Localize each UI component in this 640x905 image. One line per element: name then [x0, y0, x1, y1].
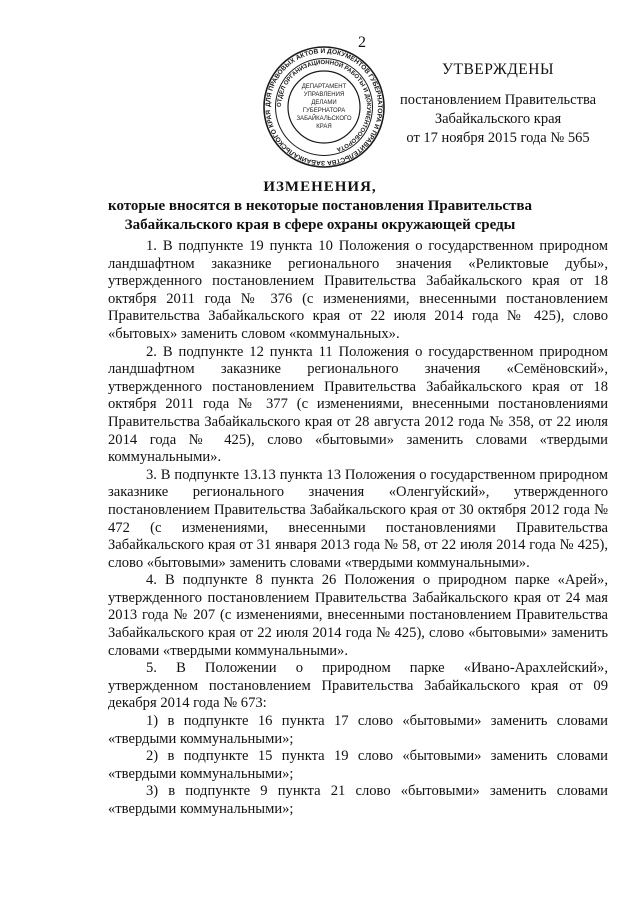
svg-text:ОТДЕЛ ОРГАНИЗАЦИОННОЙ РАБОТЫ И — [277, 60, 371, 152]
stamp-center-line: УПРАВЛЕНИЯ — [303, 92, 345, 98]
stamp-center-line: КРАЯ — [316, 124, 332, 130]
stamp-center-line: ДЕПАРТАМЕНТ — [301, 84, 347, 90]
heading-line: которые вносятся в некоторые постановления Правительства — [108, 198, 532, 214]
heading-title: ИЗМЕНЕНИЯ, — [263, 179, 377, 195]
paragraph: 2. В подпункте 12 пункта 11 Положения о государственном природном ландшафтном заказнике регионального значения «Семёновский», утвержденного постановлением Правительства Забайкальского края от 18 октября 2011 года № 377 (с изменениями, внесенными постановлениями Правительства Забайкальского края от 28 августа 2012 года № 358, от 22 июля 2014 года № 425), слово «бытовыми» заменить словами «твердыми коммунальными». — [108, 343, 608, 466]
paragraph: 4. В подпункте 8 пункта 26 Положения о природном парке «Арей», утвержденного постановлением Правительства Забайкальского края от 24 мая 2013 года № 207 (с изменениями, внесенными постановлением Правительства Забайкальского края от 22 июля 2014 года № 425), слово «бытовыми» заменить словами «твердыми коммунальными». — [108, 572, 608, 659]
document-body — [108, 238, 608, 819]
paragraph: 3. В подпункте 13.13 пункта 13 Положения о государственном природном заказнике регионального значения «Оленгуйский», утвержденного постановлением Правительства Забайкальского края от 30 октября 2012 года № 472 (с изменениями, внесенными постановлениями Правительства Забайкальского края от 31 января 2013 года № 58, от 22 июля 2014 года № 425), слово «бытовыми» заменить словами «твердыми коммунальными». — [108, 466, 608, 571]
stamp-center-line: ЗАБАЙКАЛЬСКОГО — [296, 116, 352, 122]
paragraph: 5. В Положении о природном парке «Ивано-Арахлейский», утвержденном постановлением Правительства Забайкальского края от 09 декабря 2014 года № 673: — [108, 660, 608, 712]
stamp-center-line: ГУБЕРНАТОРА — [302, 108, 346, 114]
approval-block — [368, 60, 628, 148]
stamp-center-line: ДЕЛАМИ — [311, 100, 337, 106]
paragraph: 1) в подпункте 16 пункта 17 слово «бытовыми» заменить словами «твердыми коммунальными»; — [108, 713, 608, 747]
approval-line: постановлением Правительства — [399, 92, 597, 108]
approval-line: Забайкальского края — [434, 111, 562, 127]
stamp-outer-text: ДЛЯ ПРАВОВЫХ АКТОВ И ДОКУМЕНТОВ ГУБЕРНАТОРА И ПРАВИТЕЛЬСТВА ЗАБАЙКАЛЬСКОГО КРАЯ — [264, 47, 384, 167]
heading-line: Забайкальского края в сфере охраны окружающей среды — [124, 217, 516, 233]
document-heading — [100, 178, 540, 235]
paragraph: 2) в подпункте 15 пункта 19 слово «бытовыми» заменить словами «твердыми коммунальными»; — [108, 748, 608, 782]
approved-title: УТВЕРЖДЕНЫ — [442, 61, 554, 78]
approval-date: от 17 ноября 2015 года № 565 — [406, 130, 590, 146]
paragraph: 3) в подпункте 9 пункта 21 слово «бытовыми» заменить словами «твердыми коммунальными»; — [108, 783, 608, 817]
page-number: 2 — [358, 34, 366, 51]
paragraph: 1. В подпункте 19 пункта 10 Положения о государственном природном ландшафтном заказнике регионального значения «Реликтовые дубы», утвержденного постановлением Правительства Забайкальского края от 18 октября 2011 года № 376 (с изменениями, внесенными постановлением Правительства Забайкальского края от 22 июля 2014 года № 425), слово «бытовых» заменить словом «коммунальных». — [108, 238, 608, 342]
stamp-inner-text: ОТДЕЛ ОРГАНИЗАЦИОННОЙ РАБОТЫ И ДОКУМЕНТООБОРОТА — [276, 59, 372, 153]
